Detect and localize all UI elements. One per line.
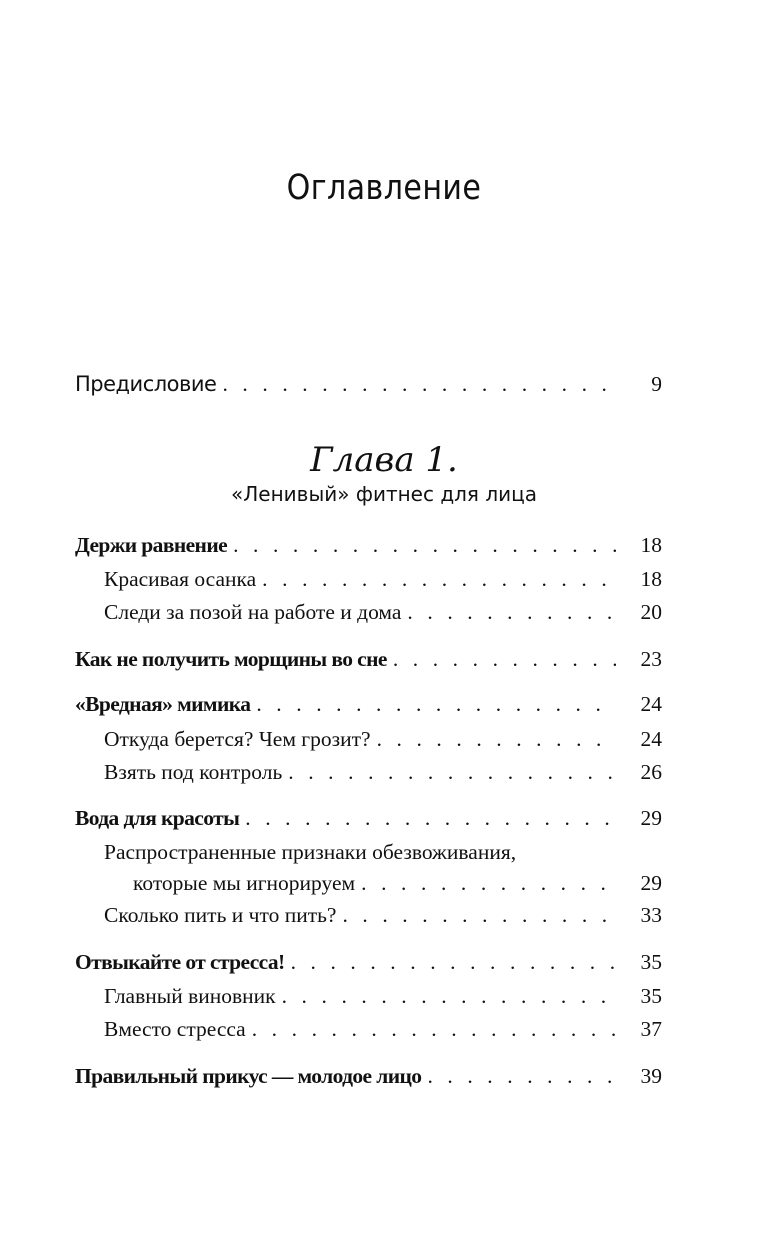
toc-entry-page: 39 xyxy=(640,1064,662,1088)
toc-entry-page: 35 xyxy=(640,984,662,1008)
toc-entry-label: Сколько пить и что пить? xyxy=(104,903,337,927)
toc-entry-page: 33 xyxy=(640,903,662,927)
toc-entry[interactable] xyxy=(104,982,662,1010)
toc-entry-page: 37 xyxy=(640,1017,662,1041)
dot-leader xyxy=(233,531,616,559)
toc-entry[interactable] xyxy=(75,948,662,976)
toc-entry-preface[interactable] xyxy=(75,370,662,398)
toc-entry-page: 18 xyxy=(640,533,662,557)
toc-entry[interactable] xyxy=(104,1015,662,1043)
toc-entry-page: 18 xyxy=(640,567,662,591)
toc-entry[interactable] xyxy=(104,725,662,753)
toc-entry[interactable] xyxy=(75,645,662,673)
toc-entry-label: «Вредная» мимика xyxy=(75,692,251,716)
toc-entry-page: 24 xyxy=(640,727,662,751)
toc-entry-page: 29 xyxy=(640,806,662,830)
toc-entry[interactable] xyxy=(75,1062,662,1090)
toc-entry[interactable] xyxy=(75,804,662,832)
toc-entry-page: 9 xyxy=(651,372,662,396)
dot-leader xyxy=(282,982,616,1010)
dot-leader xyxy=(393,645,616,673)
toc-entry-label: Держи равнение xyxy=(75,533,228,557)
toc-entry[interactable] xyxy=(104,565,662,593)
toc-entry-label: Откуда берется? Чем грозит? xyxy=(104,727,371,751)
dot-leader xyxy=(245,804,616,832)
page-title: Оглавление xyxy=(286,168,482,208)
toc-entry-label: Вода для красоты xyxy=(75,806,240,830)
dot-leader xyxy=(427,1062,616,1090)
dot-leader xyxy=(252,1015,616,1043)
toc-entry-label: Предисловие xyxy=(75,372,217,396)
toc-entry-label-line1[interactable]: Распространенные признаки обезвоживания, xyxy=(104,840,517,864)
dot-leader xyxy=(377,725,616,753)
dot-leader xyxy=(262,565,616,593)
toc-entry[interactable] xyxy=(104,598,662,626)
toc-entry[interactable] xyxy=(133,869,662,897)
toc-entry-page: 29 xyxy=(640,871,662,895)
dot-leader xyxy=(256,690,616,718)
dot-leader xyxy=(342,901,616,929)
dot-leader xyxy=(407,598,616,626)
dot-leader xyxy=(222,370,616,398)
toc-entry-page: 20 xyxy=(640,600,662,624)
toc-entry[interactable] xyxy=(75,690,662,718)
toc-entry-page: 35 xyxy=(640,950,662,974)
dot-leader xyxy=(361,869,616,897)
toc-entry-label: Взять под контроль xyxy=(104,760,283,784)
dot-leader xyxy=(291,948,616,976)
toc-entry-label: Следи за позой на работе и дома xyxy=(104,600,402,624)
toc-entry-label: которые мы игнорируем xyxy=(133,871,356,895)
toc-entry-label: Красивая осанка xyxy=(104,567,257,591)
chapter-heading: Глава 1. xyxy=(310,440,458,480)
dot-leader xyxy=(288,758,616,786)
toc-entry-label: Главный виновник xyxy=(104,984,276,1008)
toc-entry-label: Правильный прикус — молодое лицо xyxy=(75,1064,422,1088)
toc-entry-label: Вместо стресса xyxy=(104,1017,246,1041)
toc-entry-label: Как не получить морщины во сне xyxy=(75,647,387,671)
toc-entry-label: Отвыкайте от стресса! xyxy=(75,950,285,974)
toc-entry[interactable] xyxy=(75,531,662,559)
toc-entry-page: 23 xyxy=(640,647,662,671)
toc-entry-page: 26 xyxy=(640,760,662,784)
toc-entry[interactable] xyxy=(104,758,662,786)
chapter-subtitle: «Ленивый» фитнес для лица xyxy=(231,482,537,506)
toc-entry-page: 24 xyxy=(640,692,662,716)
toc-entry[interactable] xyxy=(104,901,662,929)
